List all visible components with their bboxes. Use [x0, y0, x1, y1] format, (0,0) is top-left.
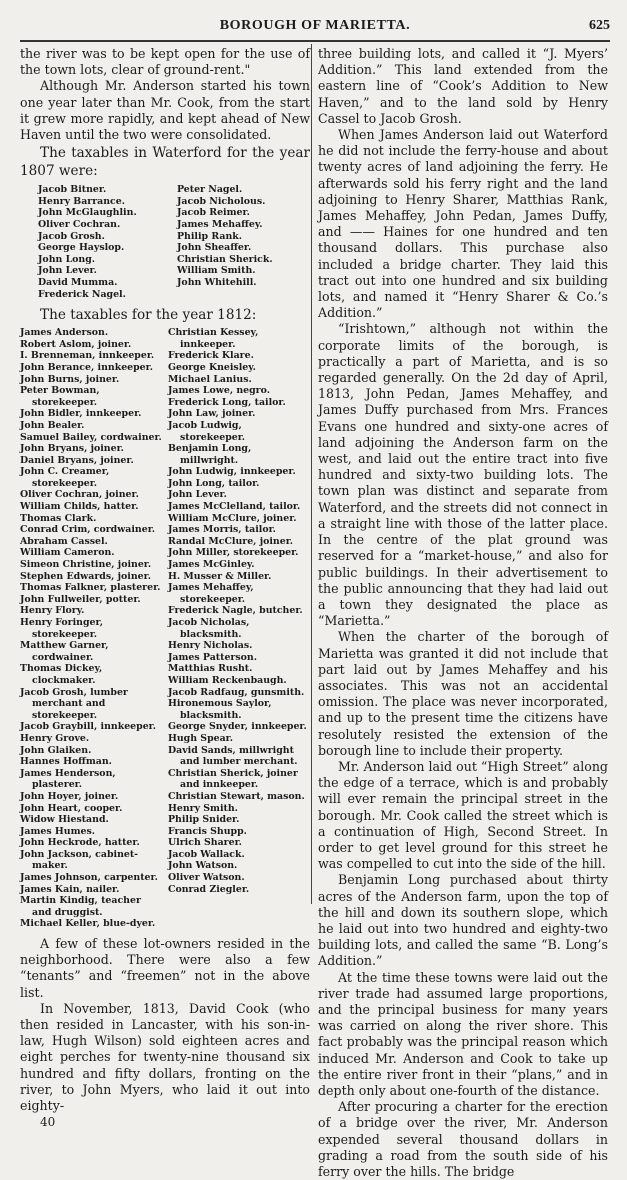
list-item: Peter Bowman, storekeeper. [20, 385, 100, 408]
list-item: John Whitehill. [177, 276, 257, 288]
list-item: James Humes. [20, 825, 96, 837]
paragraph: At the time these towns were laid out the river trade had assumed large proportions, and the principal business for many years was carried on along the river shore. This fact probably was the principal reason which induced Mr. Anderson and Cook to take up the entire river front in their “plans,” and in depth only about one-fourth of the distance. [318, 969, 608, 1098]
list-item: Matthias Rusht. [168, 663, 253, 675]
paragraph: three building lots, and called it “J. Myers’ Addition.” This land extended from the eastern line of “Cook’s Addition to New Haven,” and to the land sold by Henry Cassel to Jacob Grosh. [318, 46, 608, 126]
list-column [177, 184, 310, 300]
list-item: James Kain, nailer. [20, 883, 120, 895]
list-item: Frederick Klare. [168, 350, 254, 362]
list-item: Christian Sherick, joiner and innkeeper. [168, 767, 298, 791]
paragraph: the river was to be kept open for the use of the town lots, clear of ground-rent." [20, 46, 310, 78]
header-rule [20, 40, 610, 42]
taxables-list-1812 [20, 327, 310, 930]
list-item: John Lever. [168, 489, 227, 501]
list-item: James Johnson, carpenter. [20, 872, 158, 884]
list-item: Christian Stewart, mason. [168, 790, 305, 802]
left-column [20, 46, 310, 1130]
list-item: Frederick Nagle, butcher. [168, 605, 303, 617]
list-item: Abraham Cassel. [20, 535, 108, 547]
list-item: William Childs, hatter. [20, 501, 139, 513]
list-intro-1807: The taxables in Waterford for the year 1807 were: [20, 145, 310, 180]
list-item: Thomas Falkner, plasterer. [20, 582, 161, 594]
list-item: Matthew Garner, cordwainer. [20, 640, 109, 663]
list-item: Daniel Bryans, joiner. [20, 454, 134, 466]
list-item: Hironemous Saylor, blacksmith. [168, 698, 272, 721]
list-item: John Burns, joiner. [20, 373, 120, 385]
list-item: John Bealer. [20, 419, 85, 431]
list-item: John Berance, innkeeper. [20, 361, 153, 373]
list-item: Conrad Ziegler. [168, 883, 250, 895]
list-item: James Mehaffey. [177, 219, 263, 230]
list-item: Henry Smith. [168, 802, 238, 814]
list-item: William Cameron. [20, 547, 115, 559]
list-item: Martin Kindig, teacher and druggist. [20, 895, 141, 918]
list-item: James Mehaffey, storekeeper. [168, 582, 254, 605]
list-item: John Bryans, joiner. [20, 443, 124, 455]
list-item: James Morris, tailor. [168, 524, 276, 536]
list-item: H. Musser & Miller. [168, 570, 272, 582]
paragraph: When James Anderson laid out Waterford he did not include the ferry-house and about twenty acres of land adjoining the ferry. He afterwards sold his ferry right and the land adjoining to Henry Sharer, Matthias Rank, James Mehaffey, John Pedan, James Duffy, and —— Haines for one hundred and ten thousand dollars. This purchase also included a bridge charter. They laid this tract out into one hundred and six building lots, and named it “Henry Sharer & Co.’s Addition.” [318, 127, 608, 321]
list-item: Philip Rank. [177, 230, 243, 242]
list-item: David Sands, millwright and lumber merchant. [168, 744, 298, 768]
page-header [20, 18, 610, 34]
list-item: Michael Lanius. [168, 373, 252, 385]
page-number: 625 [589, 18, 610, 33]
list-item: Henry Flory. [20, 605, 85, 617]
list-item: David Mumma. [38, 276, 118, 288]
list-item: Jacob Grosh, lumber merchant and storekeeper. [20, 686, 128, 721]
list-item: John Long. [38, 253, 96, 265]
list-item: John Bidler, innkeeper. [20, 408, 142, 420]
paragraph: A few of these lot-owners resided in the neighborhood. There were also a few “tenants” and “freemen” not in the above list. [20, 936, 310, 1000]
paragraph: When the charter of the borough of Marietta was granted it did not include that part laid out by James Mehaffey and his associates. This was not an accidental omission. The place was never incorporated, and up to the present time the citizens have resolutely resisted the extension of the borough line to include their property. [318, 629, 608, 758]
list-item: John Glaiken. [20, 744, 92, 756]
list-item: George Kneisley. [168, 361, 256, 373]
list-item: James Lowe, negro. [168, 385, 270, 397]
list-item: John Lever. [38, 265, 97, 277]
list-item: George Snyder, innkeeper. [168, 721, 307, 733]
list-item: Jacob Bitner. [38, 184, 107, 196]
list-item: Samuel Bailey, cordwainer. [20, 431, 162, 443]
list-item: Stephen Edwards, joiner. [20, 570, 151, 582]
paragraph: “Irishtown,” although not within the corporate limits of the borough, is practically a part of Marietta, and is so regarded generally. On the 2d day of April, 1813, John Pedan, James Mehaffey, and James Duffy purchased from Mrs. Frances Evans one hundred and sixty-one acres of land adjoining the Anderson farm on the west, and laid out the entire tract into five hundred and sixty-two building lots. The town plan was distinct and separate from Waterford, and the streets did not connect in a straight line with those of the latter place. In the centre of the plat ground was reserved for a “market-house,” and also for public buildings. In their advertisement to the public announcing that they had laid out a town they designated the place as “Marietta.” [318, 321, 608, 629]
list-item: I. Brenneman, innkeeper. [20, 350, 155, 362]
list-item: Oliver Cochran. [38, 219, 121, 230]
list-item: Jacob Graybill, innkeeper. [20, 721, 157, 733]
list-item: Frederick Long, tailor. [168, 396, 286, 408]
list-item: John Hoyer, joiner. [20, 790, 119, 802]
list-item: Henry Grove. [20, 732, 90, 744]
list-item: Widow Hiestand. [20, 814, 109, 826]
list-column [38, 184, 171, 300]
list-item: William Reckenbaugh. [168, 674, 287, 686]
list-item: Randal McClure, joiner. [168, 535, 294, 547]
list-item: John C. Creamer, storekeeper. [20, 466, 110, 489]
paragraph: Benjamin Long purchased about thirty acres of the Anderson farm, upon the top of the hill and down its southern slope, which he laid out into two hundred and eighty-two building lots, and called the same “B. Long’s Addition.” [318, 872, 608, 969]
list-item: Jacob Radfaug, gunsmith. [168, 686, 305, 698]
paragraph: In November, 1813, David Cook (who then resided in Lancaster, with his son-in-law, Hugh Wilson) sold eighteen acres and eight perches for twenty-nine thousand six hundred and fifty dollars, fronting on the river, to John Myers, who laid it out into eighty- [20, 1000, 310, 1114]
list-item: James McGinley. [168, 559, 255, 571]
list-item: Jacob Grosh. [38, 230, 105, 242]
list-item: Jacob Reimer. [177, 207, 250, 219]
paragraph: Although Mr. Anderson started his town one year later than Mr. Cook, from the start it grew more rapidly, and kept ahead of New Haven until the two were consolidated. [20, 78, 310, 143]
paragraph: After procuring a charter for the erection of a bridge over the river, Mr. Anderson expended several thousand dollars in grading a road from the south side of his ferry over the hills. The bridge [318, 1099, 608, 1180]
list-item: William McClure, joiner. [168, 512, 297, 524]
list-item: John Heart, cooper. [20, 802, 123, 814]
list-item: Benjamin Long, millwright. [168, 443, 252, 466]
list-item: Hannes Hoffman. [20, 756, 112, 768]
list-item: James Patterson. [168, 651, 257, 663]
list-item: John Fullweiler, potter. [20, 593, 141, 605]
list-item: John Sheaffer. [177, 242, 252, 254]
list-item: John Miller, storekeeper. [168, 547, 299, 559]
signature-mark: 40 [40, 1115, 56, 1130]
list-item: John McGlaughlin. [38, 207, 137, 219]
list-item: William Smith. [177, 265, 256, 277]
taxables-list-1807 [20, 184, 310, 300]
list-item: John Long, tailor. [168, 477, 260, 489]
list-item: Ulrich Sharer. [168, 837, 242, 849]
list-item: Francis Shupp. [168, 825, 247, 837]
column-divider [311, 44, 312, 904]
list-item: Simeon Christine, joiner. [20, 559, 152, 571]
list-item: Thomas Dickey, clockmaker. [20, 663, 103, 686]
list-item: James McClelland, tailor. [168, 501, 301, 513]
list-item: Conrad Crim, cordwainer. [20, 524, 156, 536]
list-item: Christian Kessey, innkeeper. [168, 327, 259, 350]
list-item: Henry Nicholas. [168, 640, 253, 652]
list-item: John Ludwig, innkeeper. [168, 466, 296, 478]
paragraph: Mr. Anderson laid out “High Street” along the edge of a terrace, which is and probably will ever remain the principal street in the borough. Mr. Cook called the street which is a continuation of High, Second Street. In order to get level ground for this street he was compelled to cut into the side of the hill. [318, 758, 608, 872]
list-item: Jacob Wallack. [168, 848, 245, 860]
list-item: James Anderson. [20, 327, 109, 339]
list-item: Jacob Nicholous. [177, 195, 266, 207]
list-item: George Hayslop. [38, 242, 125, 254]
list-item: Jacob Nicholas, blacksmith. [168, 617, 250, 640]
list-column [20, 327, 162, 930]
list-item: Robert Aslom, joiner. [20, 338, 132, 350]
list-item: Henry Barrance. [38, 195, 125, 207]
list-column [168, 327, 310, 930]
list-item: Hugh Spear. [168, 732, 234, 744]
list-item: John Watson. [168, 860, 238, 872]
list-item: Henry Foringer, storekeeper. [20, 617, 104, 640]
right-column [318, 46, 608, 1180]
running-title: BOROUGH OF MARIETTA. [219, 18, 411, 33]
list-item: Frederick Nagel. [38, 288, 126, 300]
list-item: Peter Nagel. [177, 184, 243, 196]
list-item: Jacob Ludwig, storekeeper. [168, 419, 246, 443]
list-item: John Jackson, cabinet-maker. [20, 848, 139, 872]
list-item: James Henderson, plasterer. [20, 767, 116, 791]
list-item: Oliver Watson. [168, 872, 245, 884]
list-item: John Heckrode, hatter. [20, 837, 140, 849]
list-item: Michael Keller, blue-dyer. [20, 918, 156, 930]
list-item: Thomas Clark. [20, 512, 97, 524]
list-item: John Law, joiner. [168, 408, 256, 420]
list-item: Oliver Cochran, joiner. [20, 489, 139, 501]
list-item: Christian Sherick. [177, 253, 273, 265]
list-item: Philip Snider. [168, 814, 240, 826]
list-intro-1812: The taxables for the year 1812: [40, 307, 257, 324]
